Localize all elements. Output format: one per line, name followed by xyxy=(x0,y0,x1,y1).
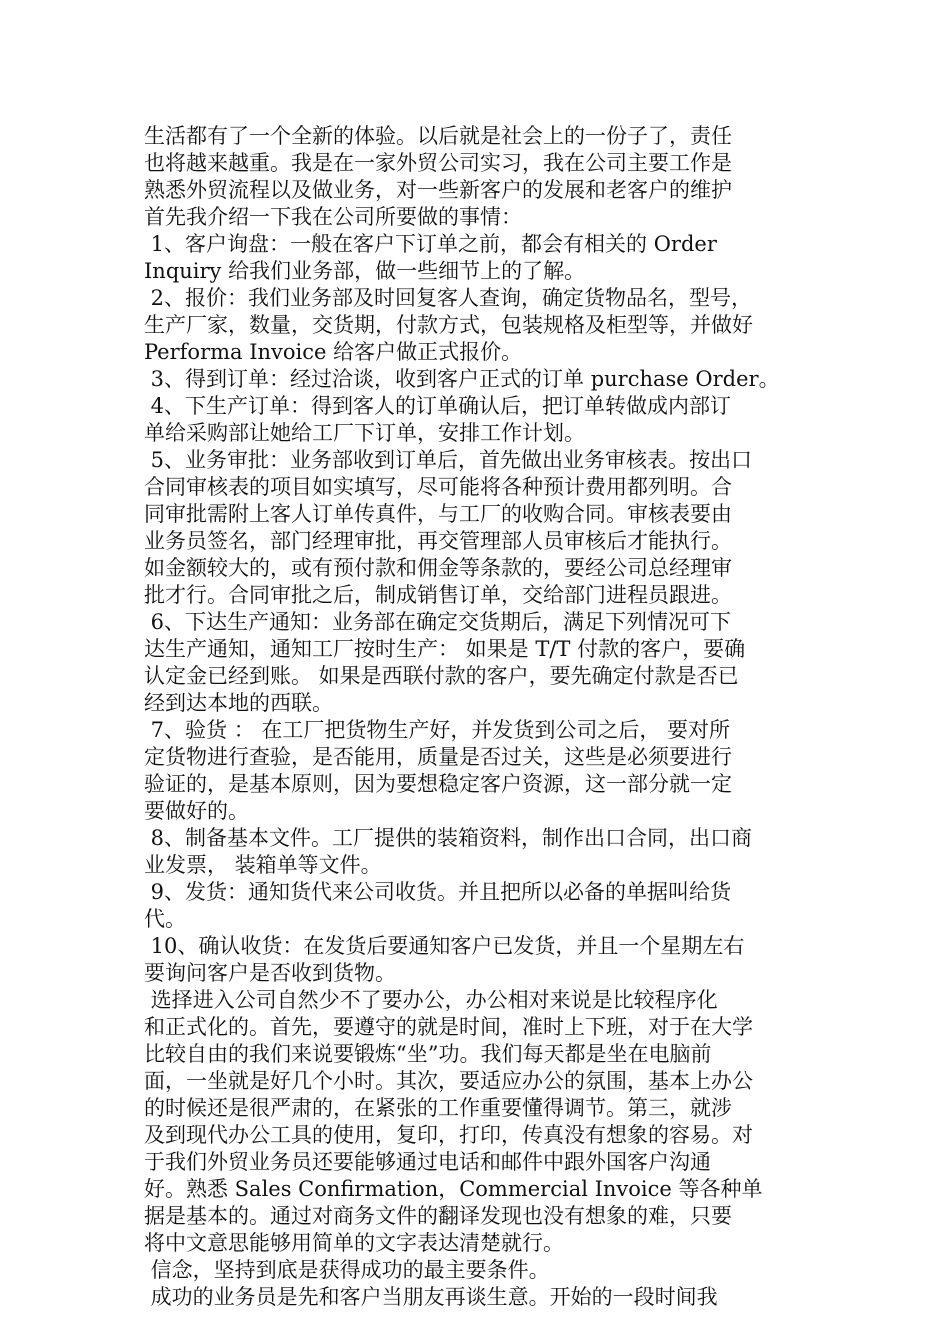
text-line: 4、下生产订单：得到客人的订单确认后，把订单转做成内部订 xyxy=(144,394,732,418)
text-line: 3、得到订单：经过洽谈，收到客户正式的订单 purchase Order。 xyxy=(144,367,780,391)
text-line: 面，一坐就是好几个小时。其次，要适应办公的氛围，基本上办公 xyxy=(144,1069,753,1093)
text-line: 的时候还是很严肃的，在紧张的工作重要懂得调节。第三，就涉 xyxy=(144,1096,732,1120)
text-line: 首先我介绍一下我在公司所要做的事情： xyxy=(144,205,522,229)
text-line: 据是基本的。通过对商务文件的翻译发现也没有想象的难，只要 xyxy=(144,1204,732,1228)
text-line: 成功的业务员是先和客户当朋友再谈生意。开始的一段时间我 xyxy=(144,1285,718,1309)
text-line: 要询问客户是否收到货物。 xyxy=(144,961,396,985)
text-line: 1、客户询盘：一般在客户下订单之前，都会有相关的 Order xyxy=(144,232,717,256)
text-line: 代。 xyxy=(144,907,186,931)
text-line: 也将越来越重。我是在一家外贸公司实习，我在公司主要工作是 xyxy=(144,151,732,175)
text-line: 要做好的。 xyxy=(144,799,249,823)
text-line: 9、发货：通知货代来公司收货。并且把所以必备的单据叫给货 xyxy=(144,880,732,904)
text-line: 和正式化的。首先，要遵守的就是时间，准时上下班，对于在大学 xyxy=(144,1015,753,1039)
text-line: 业务员签名，部门经理审批，再交管理部人员审核后才能执行。 xyxy=(144,529,732,553)
text-line: 于我们外贸业务员还要能够通过电话和邮件中跟外国客户沟通 xyxy=(144,1150,711,1174)
text-line: 批才行。合同审批之后，制成销售订单，交给部门进程员跟进。 xyxy=(144,583,732,607)
text-line: 生产厂家，数量，交货期，付款方式，包装规格及柜型等，并做好 xyxy=(144,313,753,337)
text-line: 选择进入公司自然少不了要办公，办公相对来说是比较程序化 xyxy=(144,988,718,1012)
text-line: 7、验货 ： 在工厂把货物生产好，并发货到公司之后， 要对所 xyxy=(144,718,731,742)
text-line: 如金额较大的，或有预付款和佣金等条款的，要经公司总经理审 xyxy=(144,556,732,580)
text-line: 信念，坚持到底是获得成功的最主要条件。 xyxy=(144,1258,550,1282)
text-line: 及到现代办公工具的使用，复印，打印，传真没有想象的容易。对 xyxy=(144,1123,753,1147)
document-body xyxy=(144,123,810,1311)
text-line: 业发票， 装箱单等文件。 xyxy=(144,853,382,877)
text-line: 合同审核表的项目如实填写，尽可能将各种预计费用都列明。合 xyxy=(144,475,732,499)
text-line: 单给采购部让她给工厂下订单，安排工作计划。 xyxy=(144,421,585,445)
text-line: 2、报价：我们业务部及时回复客人查询，确定货物品名，型号， xyxy=(144,286,753,310)
text-line: 5、业务审批：业务部收到订单后，首先做出业务审核表。按出口 xyxy=(144,448,753,472)
text-line: 经到达本地的西联。 xyxy=(144,691,333,715)
text-line: 8、制备基本文件。工厂提供的装箱资料，制作出口合同，出口商 xyxy=(144,826,753,850)
text-line: 10、确认收货：在发货后要通知客户已发货，并且一个星期左右 xyxy=(144,934,745,958)
text-line: 定货物进行查验，是否能用，质量是否过关，这些是必须要进行 xyxy=(144,745,732,769)
text-line: Performa Invoice 给客户做正式报价。 xyxy=(144,340,523,364)
text-line: 好。熟悉 Sales Confirmation，Commercial Invoice 等各种单 xyxy=(144,1177,763,1201)
text-line: 将中文意思能够用简单的文字表达清楚就行。 xyxy=(144,1231,564,1255)
text-line: 比较自由的我们来说要锻炼“坐”功。我们每天都是坐在电脑前 xyxy=(144,1042,712,1066)
text-line: 生活都有了一个全新的体验。以后就是社会上的一份子了，责任 xyxy=(144,124,732,148)
text-line: 同审批需附上客人订单传真件，与工厂的收购合同。审核表要由 xyxy=(144,502,732,526)
text-line: 验证的，是基本原则，因为要想稳定客户资源，这一部分就一定 xyxy=(144,772,732,796)
text-line: 6、下达生产通知：业务部在确定交货期后，满足下列情况可下 xyxy=(144,610,732,634)
text-line: Inquiry 给我们业务部，做一些细节上的了解。 xyxy=(144,259,586,283)
text-line: 熟悉外贸流程以及做业务，对一些新客户的发展和老客户的维护 xyxy=(144,178,732,202)
text-line: 达生产通知，通知工厂按时生产： 如果是 T/T 付款的客户，要确 xyxy=(144,637,746,661)
text-line: 认定金已经到账。 如果是西联付款的客户，要先确定付款是否已 xyxy=(144,664,739,688)
